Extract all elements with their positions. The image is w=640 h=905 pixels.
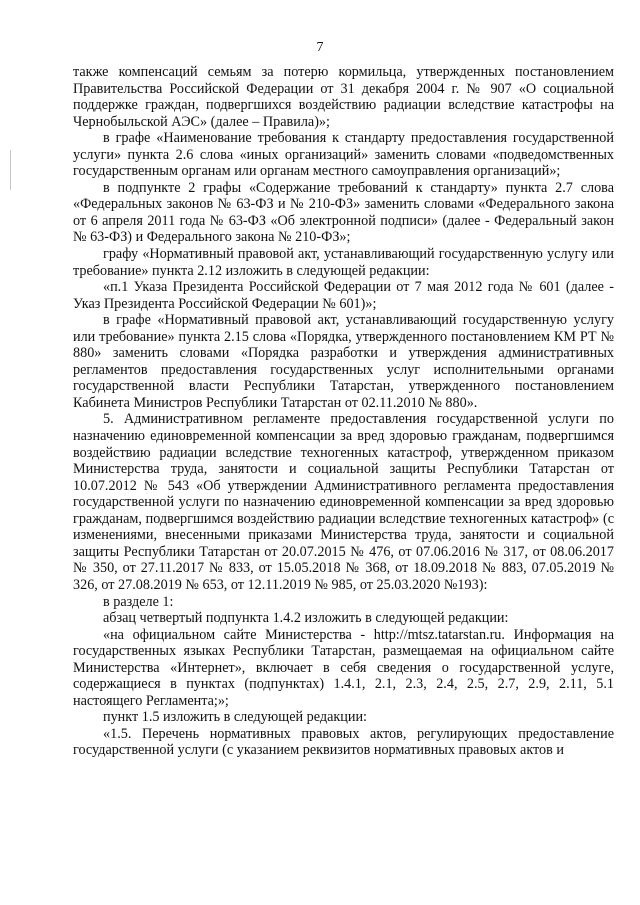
paragraph: абзац четвертый подпункта 1.4.2 изложить в следующей редакции: xyxy=(103,610,509,627)
page-number: 7 xyxy=(316,40,324,55)
paragraph: «1.5. Перечень нормативных правовых актов, регулирующих предоставление государственной услуги (с указанием реквизитов нормативных правовых актов и xyxy=(73,725,614,759)
paragraph: в разделе 1: xyxy=(103,593,174,610)
paragraph: в графе «Нормативный правовой акт, устанавливающий государственную услугу или требование» пункта 2.15 слова «Порядка, утвержденного постановлением КМ РТ № 880» заменить словами «Порядка разработки и утверждения административных регламентов предоставления государственных услуг исполнительными органами государственной власти Республики Татарстан, утвержденного постановлением Кабинета Министров Республики Татарстан от 02.11.2010 № 880». xyxy=(73,312,614,411)
paragraph: также компенсаций семьям за потерю кормильца, утвержденных постановлением Правительства Российской Федерации от 31 декабря 2004 г. № 907 «О социальной поддержке граждан, подвергшихся воздействию радиации вследствие катастрофы на Чернобыльской АЭС» (далее – Правила)»; xyxy=(73,64,614,130)
margin-mark xyxy=(10,150,11,190)
paragraph: в подпункте 2 графы «Содержание требований к стандарту» пункта 2.7 слова «Федеральных законов № 63-ФЗ и № 210-ФЗ» заменить словами «Федерального закона от 6 апреля 2011 года № 63-ФЗ «Об электронной подписи» (далее - Федеральный закон № 63-ФЗ) и Федерального закона № 210-ФЗ»; xyxy=(73,179,614,246)
paragraph: пункт 1.5 изложить в следующей редакции: xyxy=(103,709,367,726)
paragraph: в графе «Наименование требования к стандарту предоставления государственной услуги» пункта 2.6 слова «иных организаций» заменить словами «подведомственных государственным органам или органам местного самоуправления организаций»; xyxy=(73,130,614,180)
paragraph: 5. Административном регламенте предоставления государственной услуги по назначению единовременной компенсации за вред здоровью гражданам, подвергшимся воздействию радиации вследствие техногенных катастроф, утвержденном приказом Министерства труда, занятости и социальной защиты Республики Татарстан от 10.07.2012 № 543 «Об утверждении Административного регламента предоставления государственной услуги по назначению единовременной компенсации за вред здоровью гражданам, подвергшимся воздействию радиации вследствие техногенных катастроф» (с изменениями, внесенными приказами Министерства труда, занятости и социальной защиты Республики Татарстан от 20.07.2015 № 476, от 07.06.2016 № 317, от 08.06.2017 № 350, от 27.11.2017 № 833, от 15.05.2018 № 368, от 18.09.2018 № 883, 07.05.2019 № 326, от 27.08.2019 № 653, от 12.11.2019 № 985, от 25.03.2020 №193): xyxy=(73,411,614,593)
paragraph: графу «Нормативный правовой акт, устанавливающий государственную услугу или требование» пункта 2.12 изложить в следующей редакции: xyxy=(73,246,614,279)
document-body xyxy=(73,64,614,759)
paragraph: «п.1 Указа Президента Российской Федерации от 7 мая 2012 года № 601 (далее - Указ Президента Российской Федерации № 601)»; xyxy=(73,279,614,312)
paragraph: «на официальном сайте Министерства - http://mtsz.tatarstan.ru. Информация на государственных языках Республики Татарстан, размещаемая на официальном сайте Министерства «Интернет», включает в себя сведения о государственной услуге, содержащиеся в пунктах (подпунктах) 1.4.1, 2.1, 2.3, 2.4, 2.5, 2.7, 2.9, 2.11, 5.1 настоящего Регламента;»; xyxy=(73,626,614,709)
